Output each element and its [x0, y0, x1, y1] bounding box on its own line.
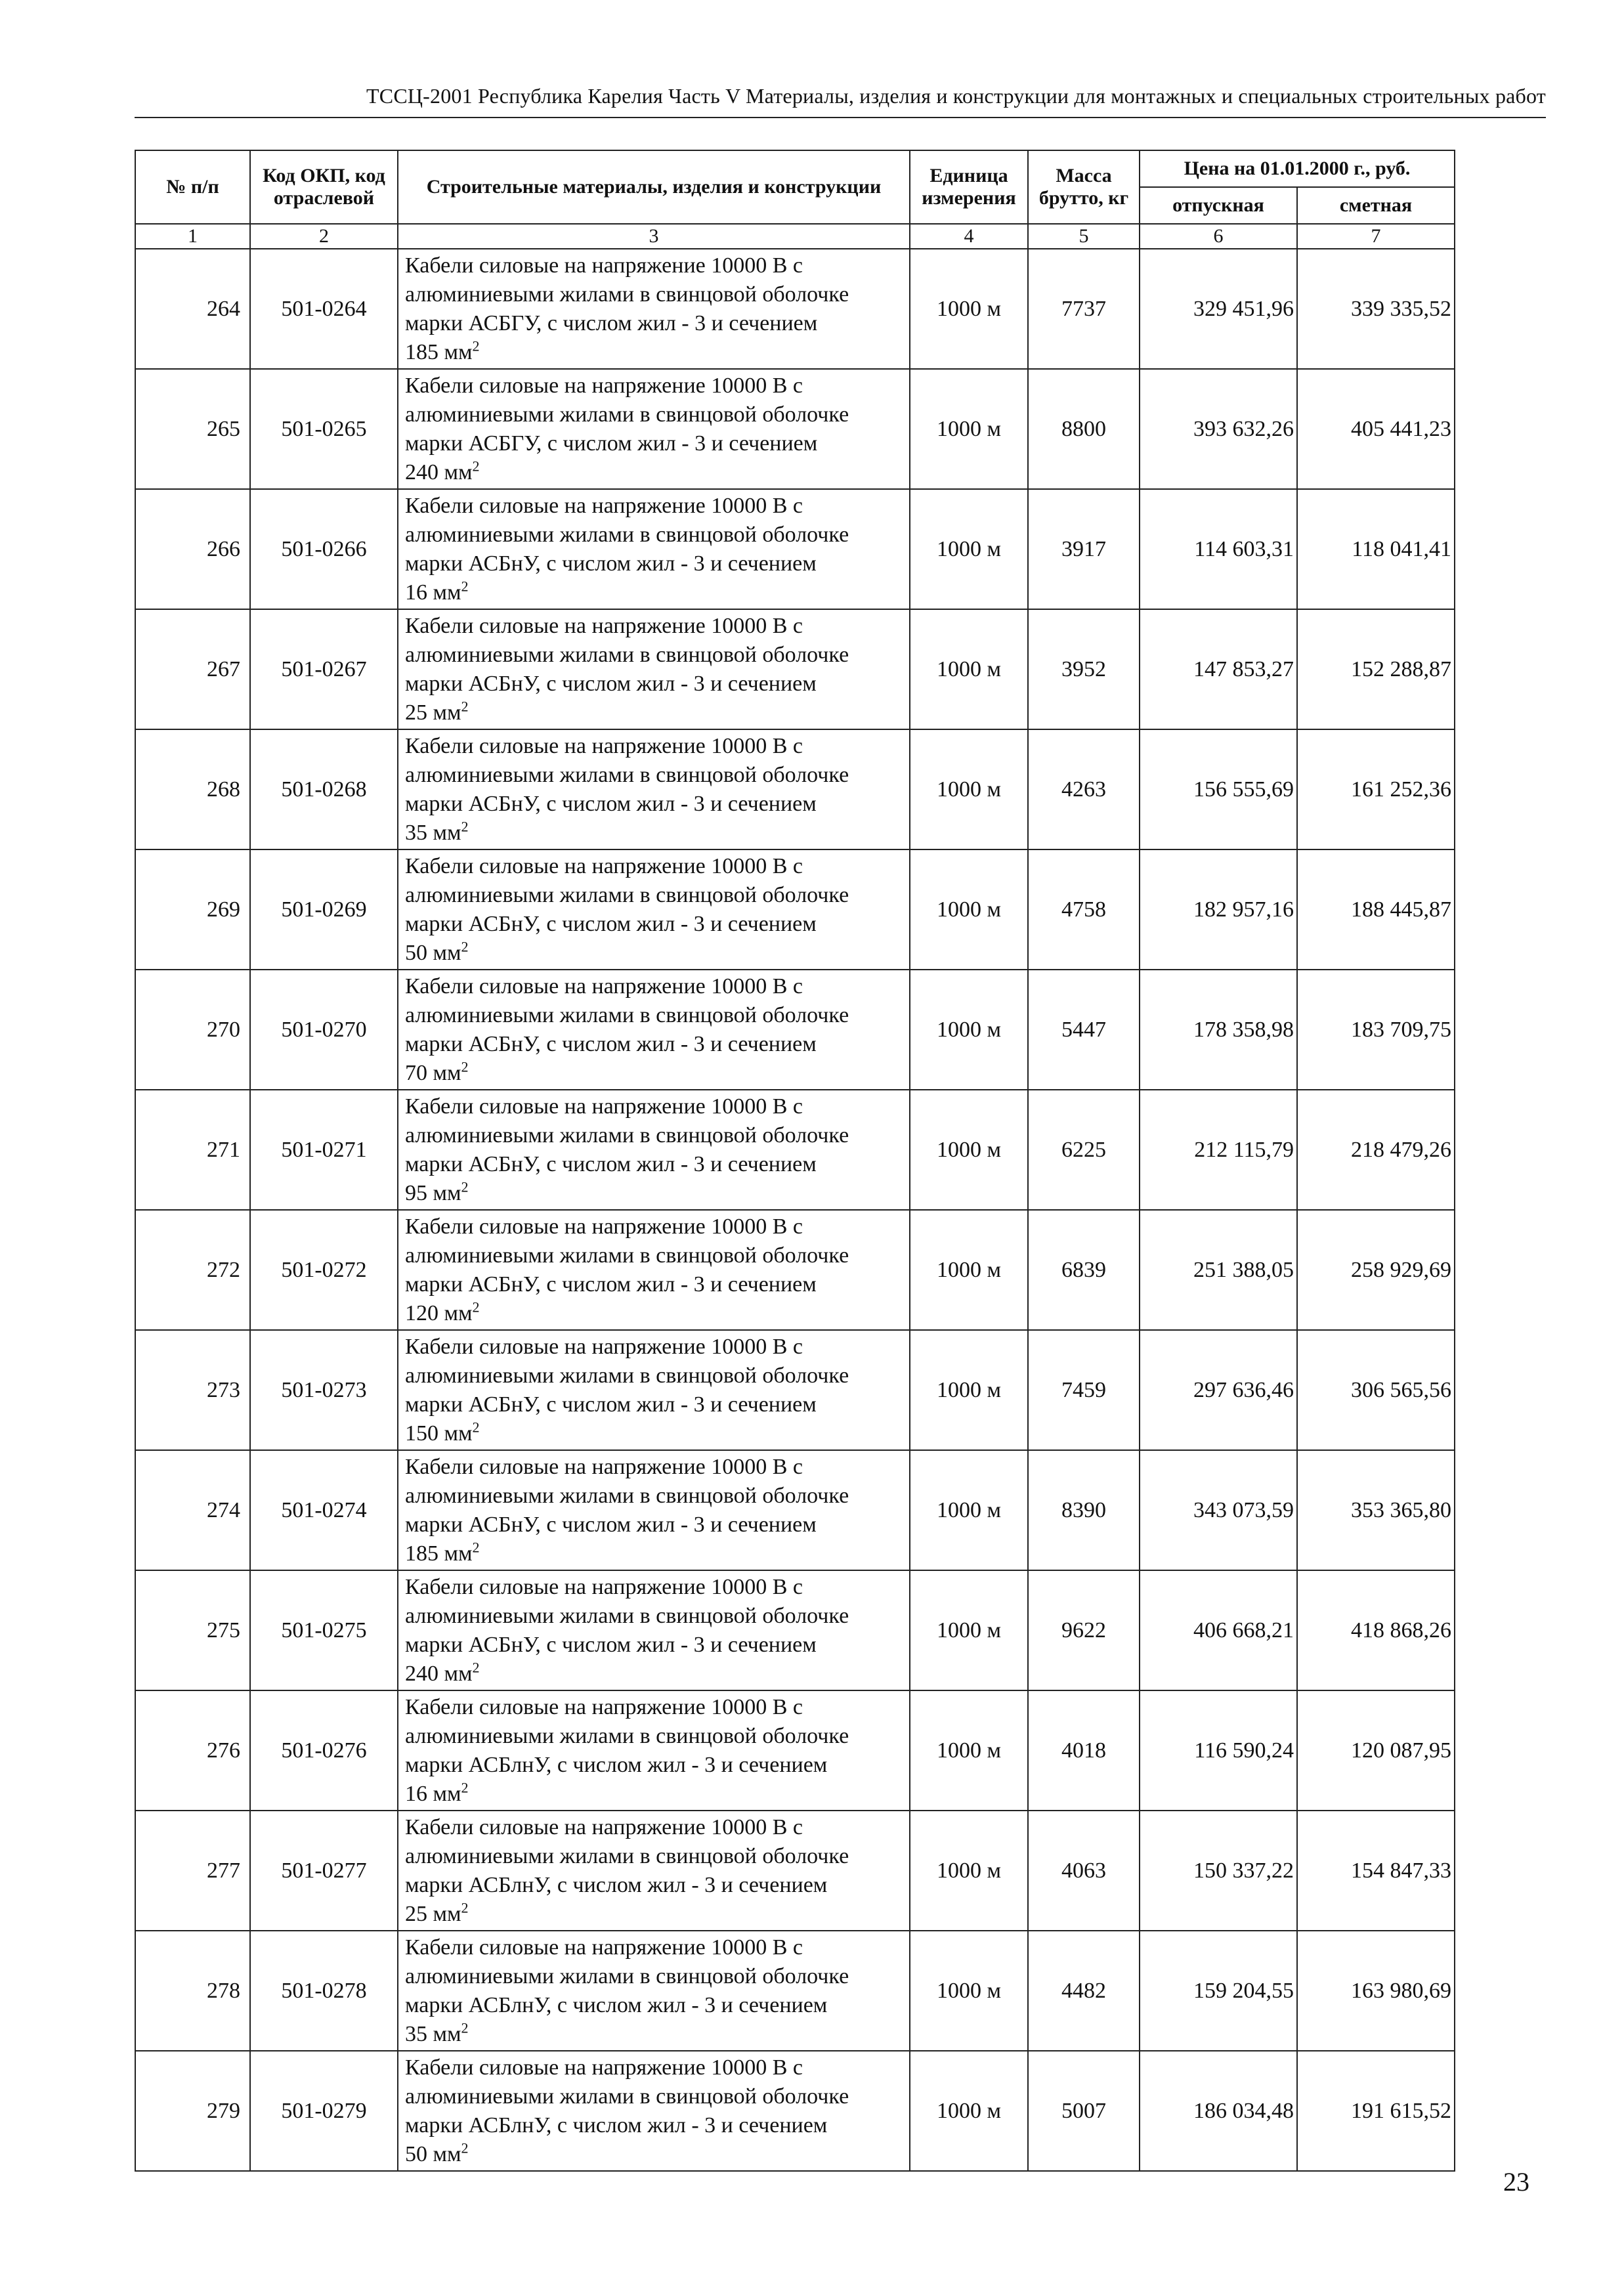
row-unit: 1000 м — [910, 2051, 1028, 2171]
table-row — [135, 849, 1455, 970]
row-unit: 1000 м — [910, 1811, 1028, 1931]
row-description — [398, 1570, 910, 1690]
row-unit: 1000 м — [910, 1690, 1028, 1811]
row-description-text: Кабели силовые на напряжение 10000 В с алюминиевыми жилами в свинцовой оболочке марки АСБнУ, с числом жил - 3 и сечением — [405, 1094, 849, 1176]
row-cross-section: 35 мм — [405, 820, 461, 845]
row-description-text: Кабели силовые на напряжение 10000 В с алюминиевыми жилами в свинцовой оболочке марки АСБнУ, с числом жил - 3 и сечением — [405, 974, 849, 1056]
row-price-estimate: 188 445,87 — [1297, 849, 1455, 970]
table-row — [135, 609, 1455, 729]
row-description-text: Кабели силовые на напряжение 10000 В с алюминиевыми жилами в свинцовой оболочке марки АСБлнУ, с числом жил - 3 и сечением — [405, 1694, 849, 1777]
row-price-release: 251 388,05 — [1140, 1210, 1297, 1330]
row-number: 279 — [135, 2051, 250, 2171]
row-number: 269 — [135, 849, 250, 970]
row-description-text: Кабели силовые на напряжение 10000 В с алюминиевыми жилами в свинцовой оболочке марки АСБнУ, с числом жил - 3 и сечением — [405, 1214, 849, 1297]
table-row — [135, 1210, 1455, 1330]
page-number: 23 — [1503, 2167, 1529, 2197]
row-cross-section: 240 мм — [405, 1661, 473, 1686]
running-header: ТССЦ-2001 Республика Карелия Часть V Материалы, изделия и конструкции для монтажных и специальных строительных работ — [366, 84, 1546, 108]
row-unit: 1000 м — [910, 1330, 1028, 1450]
superscript-two: 2 — [461, 818, 469, 835]
row-description — [398, 970, 910, 1090]
row-price-estimate: 183 709,75 — [1297, 970, 1455, 1090]
superscript-two: 2 — [472, 1419, 480, 1436]
row-description — [398, 2051, 910, 2171]
row-number: 278 — [135, 1931, 250, 2051]
row-price-release: 212 115,79 — [1140, 1090, 1297, 1210]
col-header-name: Строительные материалы, изделия и конструкции — [398, 150, 910, 224]
table-row — [135, 1931, 1455, 2051]
row-cross-section: 120 мм — [405, 1300, 473, 1325]
row-description — [398, 1450, 910, 1570]
row-code: 501-0265 — [250, 369, 398, 489]
column-number: 3 — [398, 224, 910, 249]
row-unit: 1000 м — [910, 1450, 1028, 1570]
row-price-release: 116 590,24 — [1140, 1690, 1297, 1811]
superscript-two: 2 — [461, 2139, 469, 2157]
row-code: 501-0269 — [250, 849, 398, 970]
row-price-estimate: 418 868,26 — [1297, 1570, 1455, 1690]
row-code: 501-0277 — [250, 1811, 398, 1931]
row-price-estimate: 152 288,87 — [1297, 609, 1455, 729]
table-row — [135, 1450, 1455, 1570]
row-cross-section: 150 мм — [405, 1421, 473, 1446]
row-number: 273 — [135, 1330, 250, 1450]
table-body — [135, 249, 1455, 2171]
table-row — [135, 1330, 1455, 1450]
row-number: 266 — [135, 489, 250, 609]
table-row — [135, 489, 1455, 609]
row-description-text: Кабели силовые на напряжение 10000 В с алюминиевыми жилами в свинцовой оболочке марки АСБнУ, с числом жил - 3 и сечением — [405, 853, 849, 936]
row-description-text: Кабели силовые на напряжение 10000 В с алюминиевыми жилами в свинцовой оболочке марки АСБГУ, с числом жил - 3 и сечением — [405, 373, 849, 456]
row-description-text: Кабели силовые на напряжение 10000 В с алюминиевыми жилами в свинцовой оболочке марки АСБнУ, с числом жил - 3 и сечением — [405, 1574, 849, 1657]
row-description — [398, 1330, 910, 1450]
col-header-no: № п/п — [135, 150, 250, 224]
row-mass: 9622 — [1028, 1570, 1140, 1690]
row-number: 268 — [135, 729, 250, 849]
row-cross-section: 25 мм — [405, 700, 461, 725]
row-price-release: 393 632,26 — [1140, 369, 1297, 489]
col-header-code: Код ОКП, код отраслевой — [250, 150, 398, 224]
row-cross-section: 25 мм — [405, 1901, 461, 1926]
row-number: 264 — [135, 249, 250, 369]
row-cross-section: 50 мм — [405, 2141, 461, 2166]
row-price-release: 178 358,98 — [1140, 970, 1297, 1090]
header-rule — [135, 117, 1546, 118]
row-cross-section: 50 мм — [405, 940, 461, 965]
row-mass: 7459 — [1028, 1330, 1140, 1450]
row-description — [398, 249, 910, 369]
row-mass: 4263 — [1028, 729, 1140, 849]
table-row — [135, 1690, 1455, 1811]
row-mass: 4482 — [1028, 1931, 1140, 2051]
row-number: 274 — [135, 1450, 250, 1570]
row-code: 501-0272 — [250, 1210, 398, 1330]
row-description — [398, 849, 910, 970]
superscript-two: 2 — [472, 337, 480, 354]
row-description-text: Кабели силовые на напряжение 10000 В с алюминиевыми жилами в свинцовой оболочке марки АСБнУ, с числом жил - 3 и сечением — [405, 1454, 849, 1537]
row-description — [398, 1931, 910, 2051]
row-unit: 1000 м — [910, 369, 1028, 489]
col-header-unit: Единица измерения — [910, 150, 1028, 224]
row-cross-section: 95 мм — [405, 1180, 461, 1205]
row-price-release: 343 073,59 — [1140, 1450, 1297, 1570]
superscript-two: 2 — [461, 1058, 469, 1075]
row-code: 501-0278 — [250, 1931, 398, 2051]
row-number: 277 — [135, 1811, 250, 1931]
row-unit: 1000 м — [910, 249, 1028, 369]
table-row — [135, 970, 1455, 1090]
superscript-two: 2 — [461, 1178, 469, 1195]
row-unit: 1000 м — [910, 1931, 1028, 2051]
row-description — [398, 729, 910, 849]
row-price-estimate: 218 479,26 — [1297, 1090, 1455, 1210]
row-price-release: 186 034,48 — [1140, 2051, 1297, 2171]
column-number: 2 — [250, 224, 398, 249]
row-description-text: Кабели силовые на напряжение 10000 В с алюминиевыми жилами в свинцовой оболочке марки АСБнУ, с числом жил - 3 и сечением — [405, 493, 849, 576]
row-description-text: Кабели силовые на напряжение 10000 В с алюминиевыми жилами в свинцовой оболочке марки АСБлнУ, с числом жил - 3 и сечением — [405, 1814, 849, 1897]
row-mass: 8800 — [1028, 369, 1140, 489]
row-code: 501-0270 — [250, 970, 398, 1090]
price-table — [135, 150, 1455, 2172]
row-cross-section: 70 мм — [405, 1060, 461, 1085]
row-unit: 1000 м — [910, 489, 1028, 609]
row-price-release: 329 451,96 — [1140, 249, 1297, 369]
table-row — [135, 369, 1455, 489]
superscript-two: 2 — [461, 698, 469, 715]
row-price-estimate: 191 615,52 — [1297, 2051, 1455, 2171]
row-mass: 8390 — [1028, 1450, 1140, 1570]
row-code: 501-0279 — [250, 2051, 398, 2171]
row-code: 501-0268 — [250, 729, 398, 849]
row-cross-section: 16 мм — [405, 580, 461, 605]
row-description — [398, 1690, 910, 1811]
row-code: 501-0271 — [250, 1090, 398, 1210]
row-number: 272 — [135, 1210, 250, 1330]
row-cross-section: 185 мм — [405, 339, 473, 364]
column-number: 5 — [1028, 224, 1140, 249]
row-mass: 4018 — [1028, 1690, 1140, 1811]
row-price-estimate: 118 041,41 — [1297, 489, 1455, 609]
superscript-two: 2 — [472, 1539, 480, 1556]
row-code: 501-0266 — [250, 489, 398, 609]
row-description — [398, 1210, 910, 1330]
row-price-release: 156 555,69 — [1140, 729, 1297, 849]
row-description-text: Кабели силовые на напряжение 10000 В с алюминиевыми жилами в свинцовой оболочке марки АСБлнУ, с числом жил - 3 и сечением — [405, 2055, 849, 2137]
row-mass: 7737 — [1028, 249, 1140, 369]
col-header-price-release: отпускная — [1140, 187, 1297, 224]
row-mass: 3917 — [1028, 489, 1140, 609]
superscript-two: 2 — [461, 2019, 469, 2036]
table-row — [135, 249, 1455, 369]
table-row — [135, 1811, 1455, 1931]
row-price-release: 147 853,27 — [1140, 609, 1297, 729]
superscript-two: 2 — [472, 458, 480, 475]
row-mass: 6839 — [1028, 1210, 1140, 1330]
row-price-release: 297 636,46 — [1140, 1330, 1297, 1450]
col-header-mass: Масса брутто, кг — [1028, 150, 1140, 224]
row-unit: 1000 м — [910, 970, 1028, 1090]
row-description-text: Кабели силовые на напряжение 10000 В с алюминиевыми жилами в свинцовой оболочке марки АСБнУ, с числом жил - 3 и сечением — [405, 613, 849, 696]
row-price-estimate: 405 441,23 — [1297, 369, 1455, 489]
row-unit: 1000 м — [910, 849, 1028, 970]
row-cross-section: 240 мм — [405, 460, 473, 484]
row-price-estimate: 120 087,95 — [1297, 1690, 1455, 1811]
row-price-release: 182 957,16 — [1140, 849, 1297, 970]
row-unit: 1000 м — [910, 1090, 1028, 1210]
row-price-release: 114 603,31 — [1140, 489, 1297, 609]
superscript-two: 2 — [472, 1659, 480, 1676]
row-description-text: Кабели силовые на напряжение 10000 В с алюминиевыми жилами в свинцовой оболочке марки АСБнУ, с числом жил - 3 и сечением — [405, 1334, 849, 1417]
row-number: 267 — [135, 609, 250, 729]
column-number: 1 — [135, 224, 250, 249]
row-code: 501-0267 — [250, 609, 398, 729]
col-header-price-estimate: сметная — [1297, 187, 1455, 224]
table-row — [135, 1570, 1455, 1690]
row-mass: 3952 — [1028, 609, 1140, 729]
superscript-two: 2 — [461, 938, 469, 955]
row-mass: 5447 — [1028, 970, 1140, 1090]
superscript-two: 2 — [461, 1899, 469, 1916]
row-code: 501-0276 — [250, 1690, 398, 1811]
row-price-estimate: 306 565,56 — [1297, 1330, 1455, 1450]
row-description — [398, 1811, 910, 1931]
row-price-estimate: 258 929,69 — [1297, 1210, 1455, 1330]
row-number: 275 — [135, 1570, 250, 1690]
superscript-two: 2 — [472, 1299, 480, 1316]
row-unit: 1000 м — [910, 729, 1028, 849]
row-price-estimate: 353 365,80 — [1297, 1450, 1455, 1570]
row-cross-section: 185 мм — [405, 1541, 473, 1566]
row-number: 276 — [135, 1690, 250, 1811]
row-number: 271 — [135, 1090, 250, 1210]
row-mass: 5007 — [1028, 2051, 1140, 2171]
row-code: 501-0274 — [250, 1450, 398, 1570]
row-description — [398, 609, 910, 729]
table-row — [135, 1090, 1455, 1210]
row-unit: 1000 м — [910, 1210, 1028, 1330]
superscript-two: 2 — [461, 1779, 469, 1796]
row-unit: 1000 м — [910, 609, 1028, 729]
row-mass: 4063 — [1028, 1811, 1140, 1931]
column-number: 7 — [1297, 224, 1455, 249]
row-number: 270 — [135, 970, 250, 1090]
table-row — [135, 2051, 1455, 2171]
column-number: 6 — [1140, 224, 1297, 249]
row-description — [398, 369, 910, 489]
row-unit: 1000 м — [910, 1570, 1028, 1690]
row-price-estimate: 163 980,69 — [1297, 1931, 1455, 2051]
row-code: 501-0275 — [250, 1570, 398, 1690]
row-number: 265 — [135, 369, 250, 489]
row-price-release: 159 204,55 — [1140, 1931, 1297, 2051]
row-code: 501-0264 — [250, 249, 398, 369]
row-code: 501-0273 — [250, 1330, 398, 1450]
row-price-estimate: 161 252,36 — [1297, 729, 1455, 849]
row-description — [398, 489, 910, 609]
row-price-estimate: 339 335,52 — [1297, 249, 1455, 369]
row-description-text: Кабели силовые на напряжение 10000 В с алюминиевыми жилами в свинцовой оболочке марки АСБлнУ, с числом жил - 3 и сечением — [405, 1935, 849, 2017]
row-cross-section: 35 мм — [405, 2021, 461, 2046]
row-cross-section: 16 мм — [405, 1781, 461, 1806]
row-mass: 6225 — [1028, 1090, 1140, 1210]
row-price-estimate: 154 847,33 — [1297, 1811, 1455, 1931]
row-price-release: 406 668,21 — [1140, 1570, 1297, 1690]
col-header-price-group: Цена на 01.01.2000 г., руб. — [1140, 150, 1455, 187]
row-description-text: Кабели силовые на напряжение 10000 В с алюминиевыми жилами в свинцовой оболочке марки АСБГУ, с числом жил - 3 и сечением — [405, 253, 849, 335]
row-mass: 4758 — [1028, 849, 1140, 970]
superscript-two: 2 — [461, 578, 469, 595]
column-number: 4 — [910, 224, 1028, 249]
row-price-release: 150 337,22 — [1140, 1811, 1297, 1931]
row-description — [398, 1090, 910, 1210]
column-number-row — [135, 224, 1455, 249]
row-description-text: Кабели силовые на напряжение 10000 В с алюминиевыми жилами в свинцовой оболочке марки АСБнУ, с числом жил - 3 и сечением — [405, 733, 849, 816]
table-row — [135, 729, 1455, 849]
